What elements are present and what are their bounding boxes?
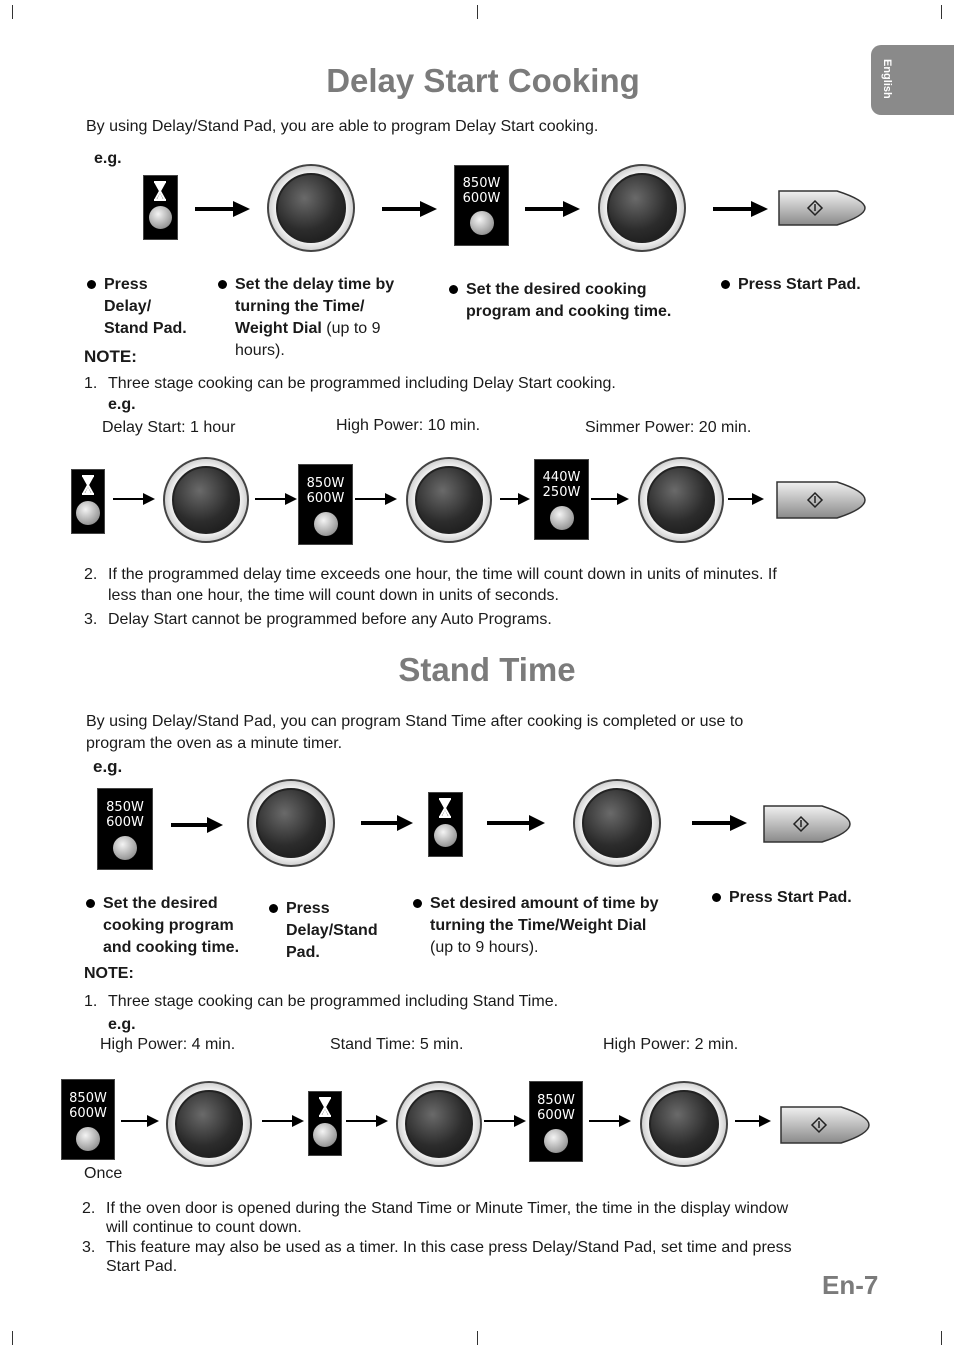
note-text: This feature may also be used as a timer. In this case press Delay/Stand Pad, set time and press: [106, 1239, 792, 1256]
step-line: cooking program: [103, 917, 234, 934]
step-line: (up to 9 hours).: [430, 939, 539, 956]
list-number: 3.: [84, 611, 98, 628]
start-pad-icon: [777, 188, 867, 228]
section-title-stand-time: Stand Time: [398, 651, 576, 688]
power-label-2: 600W: [462, 191, 501, 206]
step-line: Press: [286, 900, 330, 917]
start-pad-icon: [779, 1104, 871, 1146]
arrow-icon: [591, 492, 629, 506]
stage-label: High Power: 4 min.: [100, 1036, 236, 1053]
language-tab-label: English: [881, 59, 893, 99]
crop-mark: [12, 5, 13, 19]
power-label-2: 600W: [306, 491, 345, 506]
power-pad: [298, 464, 353, 545]
stage-label: Delay Start: 1 hour: [102, 419, 236, 436]
bullet-icon: [721, 280, 730, 289]
list-number: 2.: [84, 566, 98, 583]
step-line: turning the Time/: [235, 298, 365, 315]
pad-button: [76, 1127, 100, 1151]
delay-stand-pad: [71, 469, 105, 534]
time-weight-dial: [163, 457, 249, 543]
step-line: Stand Pad.: [104, 320, 187, 337]
step-line: Set the delay time by: [235, 276, 395, 293]
power-label-1: 850W: [69, 1091, 107, 1106]
hourglass-icon: [81, 475, 95, 495]
hourglass-icon: [153, 181, 167, 201]
arrow-icon: [692, 813, 747, 833]
step-set-stand-time: [430, 893, 658, 959]
power-label-1: 850W: [106, 800, 144, 815]
pad-button: [550, 506, 574, 530]
power-label-1: 440W: [542, 470, 581, 485]
arrow-icon: [735, 1114, 771, 1128]
pad-button: [434, 824, 457, 847]
step-line: hours).: [235, 342, 285, 359]
pad-button: [544, 1129, 568, 1153]
step-press-start: [738, 274, 861, 296]
note-item: [82, 1237, 882, 1277]
step-line: Set the desired: [103, 895, 218, 912]
step-line: turning the Time/Weight Dial: [430, 917, 647, 934]
power-pad: [61, 1079, 115, 1160]
crop-mark: [12, 1331, 13, 1345]
stage-label: Stand Time: 5 min.: [330, 1036, 464, 1053]
arrow-icon: [487, 813, 545, 833]
list-number: 1.: [84, 993, 98, 1010]
hourglass-icon: [438, 798, 452, 818]
time-weight-dial: [166, 1081, 252, 1167]
crop-mark: [941, 1331, 942, 1345]
step-line: (up to 9: [321, 320, 381, 337]
note-item: [82, 1198, 882, 1238]
pad-button: [314, 512, 338, 536]
note-text: Delay Start cannot be programmed before any Auto Programs.: [108, 611, 552, 628]
step-line: program and cooking time.: [466, 303, 672, 320]
power-label-2: 600W: [106, 815, 144, 830]
note-text: Three stage cooking can be programmed including Stand Time.: [108, 993, 559, 1010]
power-label-1: 850W: [462, 176, 501, 191]
stage-label: High Power: 10 min.: [336, 417, 481, 434]
stage-label: Simmer Power: 20 min.: [585, 419, 752, 436]
time-weight-dial: [573, 779, 661, 867]
step-press-delay: [104, 274, 187, 340]
arrow-icon: [171, 815, 223, 835]
page-number: En-7: [822, 1270, 879, 1300]
note-text: If the oven door is opened during the Stand Time or Minute Timer, the time in the display window: [106, 1200, 789, 1217]
step-line: Weight Dial: [235, 320, 322, 337]
power-pad: [454, 165, 509, 246]
arrow-icon: [484, 1114, 526, 1128]
pad-button: [470, 211, 494, 235]
arrow-icon: [113, 492, 155, 506]
start-pad-icon: [775, 479, 867, 521]
step-line: Set the desired cooking: [466, 281, 647, 298]
step-set-cooking-program: [466, 279, 671, 323]
arrow-icon: [355, 492, 397, 506]
arrow-icon: [500, 492, 530, 506]
pad-button: [149, 206, 172, 229]
time-weight-dial: [396, 1081, 482, 1167]
note-title: NOTE:: [84, 965, 134, 982]
power-label-2: 250W: [542, 485, 581, 500]
stand-intro-line: By using Delay/Stand Pad, you can program Stand Time after cooking is completed or use to: [86, 713, 744, 730]
arrow-icon: [589, 1114, 631, 1128]
eg-label: e.g.: [108, 396, 136, 413]
arrow-icon: [195, 199, 250, 219]
arrow-icon: [346, 1114, 388, 1128]
arrow-icon: [361, 813, 413, 833]
power-pad: [529, 1081, 583, 1162]
crop-mark: [941, 5, 942, 19]
stand-intro-line: program the oven as a minute timer.: [86, 735, 343, 752]
arrow-icon: [525, 199, 580, 219]
time-weight-dial: [406, 457, 492, 543]
note-item: [84, 564, 884, 608]
bullet-icon: [87, 280, 96, 289]
time-weight-dial: [640, 1081, 728, 1167]
crop-mark: [477, 1331, 478, 1345]
list-number: 2.: [82, 1200, 96, 1217]
step-line: Set desired amount of time by: [430, 895, 659, 912]
arrow-icon: [382, 199, 437, 219]
stage-label: High Power: 2 min.: [603, 1036, 739, 1053]
once-label: Once: [84, 1165, 123, 1182]
power-label-2: 600W: [69, 1106, 107, 1121]
section-title-delay-start: Delay Start Cooking: [326, 62, 640, 99]
time-weight-dial: [638, 457, 724, 543]
step-set-delay-time: [235, 274, 394, 362]
arrow-icon: [713, 199, 768, 219]
arrow-icon: [262, 1114, 304, 1128]
delay-stand-pad: [308, 1091, 342, 1156]
pad-button: [113, 836, 137, 860]
delay-intro: By using Delay/Stand Pad, you are able to program Delay Start cooking.: [86, 118, 599, 135]
step-set-cooking-program: [103, 893, 239, 959]
note-title: NOTE:: [84, 347, 137, 366]
pad-button: [313, 1123, 337, 1147]
hourglass-icon: [318, 1097, 332, 1117]
note-text: Start Pad.: [106, 1258, 178, 1275]
step-line: Pad.: [286, 944, 320, 961]
bullet-icon: [413, 899, 422, 908]
step-line: Delay/: [104, 298, 152, 315]
eg-label: e.g.: [108, 1016, 136, 1033]
arrow-icon: [255, 492, 297, 506]
note-text: Three stage cooking can be programmed including Delay Start cooking.: [108, 375, 616, 392]
delay-stand-pad: [428, 792, 463, 857]
bullet-icon: [86, 899, 95, 908]
time-weight-dial: [247, 779, 335, 867]
bullet-icon: [712, 893, 721, 902]
arrow-icon: [121, 1114, 159, 1128]
arrow-icon: [728, 492, 764, 506]
bullet-icon: [218, 280, 227, 289]
step-line: Delay/Stand: [286, 922, 378, 939]
start-pad-icon: [762, 803, 852, 845]
power-label-2: 600W: [537, 1108, 575, 1123]
step-line: and cooking time.: [103, 939, 240, 956]
power-label-1: 850W: [306, 476, 345, 491]
pad-button: [76, 501, 100, 525]
crop-mark: [477, 5, 478, 19]
power-pad: [534, 459, 589, 540]
step-line: Press: [104, 276, 148, 293]
step-line: Press Start Pad.: [738, 276, 861, 293]
bullet-icon: [269, 904, 278, 913]
note-text: If the programmed delay time exceeds one hour, the time will count down in units of minutes. If: [108, 566, 777, 583]
list-number: 3.: [82, 1239, 96, 1256]
bullet-icon: [449, 285, 458, 294]
eg-label: e.g.: [93, 757, 123, 776]
delay-stand-pad: [143, 175, 178, 240]
note-text: will continue to count down.: [106, 1219, 302, 1236]
power-pad: [97, 788, 153, 870]
eg-label: e.g.: [94, 150, 122, 167]
note-text: less than one hour, the time will count down in units of seconds.: [108, 587, 559, 604]
list-number: 1.: [84, 375, 98, 392]
step-line: Press Start Pad.: [729, 889, 852, 906]
time-weight-dial: [598, 164, 686, 252]
step-press-delay-stand: [286, 898, 378, 964]
power-label-1: 850W: [537, 1093, 575, 1108]
step-press-start: [729, 887, 852, 909]
time-weight-dial: [267, 164, 355, 252]
